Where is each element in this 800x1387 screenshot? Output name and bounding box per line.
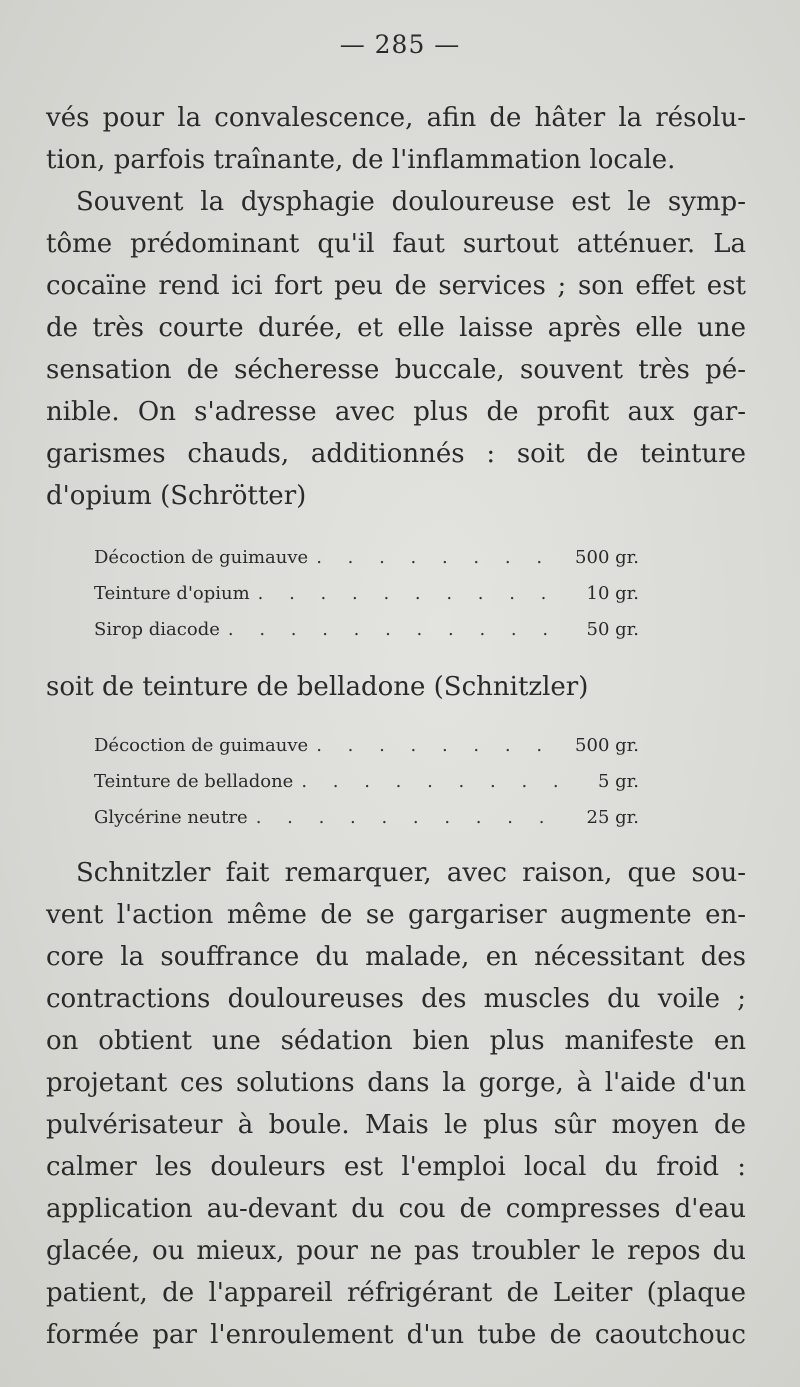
ingredient-name: Décoction de guimauve [94, 735, 309, 756]
leader-dots [308, 540, 559, 576]
ingredient-quantity: 5 gr. [597, 771, 639, 792]
recipe-opium [94, 540, 639, 648]
text-line: tôme prédominant qu'il faut surtout atténuer. La [46, 229, 746, 259]
text-line: formée par l'enroulement d'un tube de caoutchouc [46, 1320, 746, 1350]
ingredient-quantity: 500 gr. [575, 547, 639, 568]
recipe-row [94, 540, 639, 576]
text-line: soit de teinture de belladone (Schnitzler) [46, 672, 589, 702]
ingredient-quantity: 500 gr. [575, 735, 639, 756]
text-line: nible. On s'adresse avec plus de profit aux gar- [46, 397, 746, 427]
ingredient-name: Décoction de guimauve [94, 547, 309, 568]
leader-dots [308, 728, 559, 764]
paragraph-dysphagia [46, 181, 746, 517]
leader-dots [293, 764, 559, 800]
recipe-belladonna [94, 728, 639, 836]
text-line: glacée, ou mieux, pour ne pas troubler le repos du [46, 1236, 746, 1266]
paragraph-continuation [46, 97, 746, 181]
ingredient-quantity: 10 gr. [586, 583, 639, 604]
paragraph-schnitzler [46, 852, 746, 1356]
ingredient-name: Teinture d'opium [94, 583, 250, 604]
leader-dots [220, 612, 559, 648]
ingredient-quantity: 50 gr. [586, 619, 639, 640]
text-line: de très courte durée, et elle laisse après elle une [46, 313, 746, 343]
text-line: patient, de l'appareil réfrigérant de Leiter (plaque [46, 1278, 746, 1308]
text-line: tion, parfois traînante, de l'inflammation locale. [46, 145, 676, 175]
recipe-row [94, 764, 639, 800]
text-line: calmer les douleurs est l'emploi local du froid : [46, 1152, 746, 1182]
text-line: vent l'action même de se gargariser augmente en- [46, 900, 746, 930]
text-line: vés pour la convalescence, afin de hâter la résolu- [46, 103, 746, 133]
text-line: pulvérisateur à boule. Mais le plus sûr moyen de [46, 1110, 746, 1140]
text-line: Schnitzler fait remarquer, avec raison, que sou- [76, 858, 746, 888]
ingredient-name: Sirop diacode [94, 619, 220, 640]
recipe-row [94, 612, 639, 648]
text-line: garismes chauds, additionnés : soit de teinture [46, 439, 746, 469]
leader-dots [250, 576, 559, 612]
ingredient-quantity: 25 gr. [586, 807, 639, 828]
text-line: sensation de sécheresse buccale, souvent très pé- [46, 355, 746, 385]
text-line: core la souffrance du malade, en nécessitant des [46, 942, 746, 972]
text-line: cocaïne rend ici fort peu de services ; son effet est [46, 271, 746, 301]
text-line: contractions douloureuses des muscles du voile ; [46, 984, 746, 1014]
connector-paragraph [46, 666, 746, 708]
text-line: d'opium (Schrötter) [46, 481, 307, 511]
page-number: — 285 — [339, 30, 461, 59]
recipe-row [94, 800, 639, 836]
text-line: Souvent la dysphagie douloureuse est le symp- [76, 187, 746, 217]
ingredient-name: Glycérine neutre [94, 807, 248, 828]
recipe-row [94, 576, 639, 612]
text-line: application au-devant du cou de compresses d'eau [46, 1194, 746, 1224]
text-line: projetant ces solutions dans la gorge, à l'aide d'un [46, 1068, 746, 1098]
ingredient-name: Teinture de belladone [94, 771, 294, 792]
leader-dots [248, 800, 559, 836]
recipe-row [94, 728, 639, 764]
text-line: on obtient une sédation bien plus manifeste en [46, 1026, 746, 1056]
